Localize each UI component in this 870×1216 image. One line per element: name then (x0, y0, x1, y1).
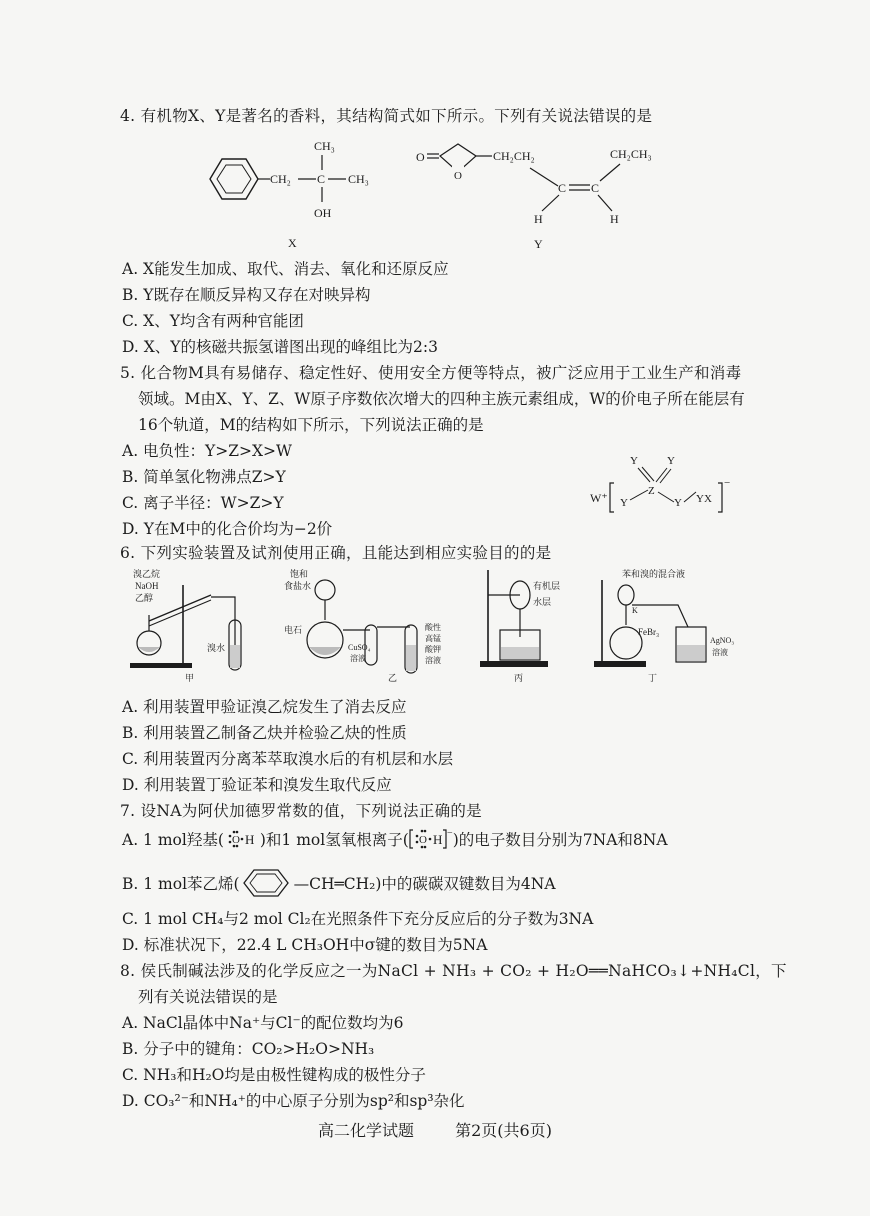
svg-text:−: − (446, 828, 453, 839)
ding-febr3: FeBr₃ (638, 627, 660, 637)
m-yx: YX (696, 493, 712, 505)
q4-option-c: C. X、Y均含有两种官能团 (122, 312, 304, 330)
bing-organic: 有机层 (533, 581, 561, 591)
apparatus-ding (588, 565, 743, 685)
q5-stem-line2: 领域。M由X、Y、Z、W原子序数依次增大的四种主族元素组成，W的价电子所在能层有 (138, 390, 745, 408)
y-o-carbonyl: O (416, 150, 425, 164)
x-label: X (288, 236, 297, 250)
yi-brine2: 食盐水 (284, 581, 312, 591)
y-ch2ch3: CH₂CH₃ (610, 147, 652, 161)
bing-label: 丙 (514, 673, 524, 683)
footer-title: 高二化学试题 (318, 1121, 415, 1140)
ding-k: K (632, 606, 638, 615)
q7-option-b (122, 868, 556, 898)
q7-a-part2: )和1 mol氢氧根离子( (259, 831, 409, 849)
hydroxide-dot-structure-icon (409, 828, 453, 850)
ding-mixture: 苯和溴的混合液 (622, 569, 686, 579)
ding-agno3-2: 溶液 (712, 648, 728, 657)
q5-option-a: A. 电负性：Y>Z>X>W (122, 442, 292, 460)
structure-y (412, 136, 682, 256)
structure-x (200, 130, 400, 255)
apparatus-jia (125, 565, 265, 685)
q4-option-b: B. Y既存在顺反异构又存在对映异构 (122, 286, 371, 304)
q5-option-d: D. Y在M中的化合价均为−2价 (122, 520, 333, 538)
yi-kmno4-3: 酸钾 (425, 645, 441, 654)
y-h2: H (610, 212, 619, 226)
q5-stem-line1: 5. 化合物M具有易储存、稳定性好、使用安全方便等特点，被广泛应用于工业生产和消毒 (120, 364, 742, 382)
svg-text:H: H (432, 832, 443, 847)
page-footer (0, 1118, 870, 1141)
y-c1: C (558, 181, 567, 195)
jia-water: 溴水 (207, 643, 226, 653)
q8-stem-line2: 列有关说法错误的是 (138, 988, 278, 1006)
q7-option-a (122, 828, 668, 851)
q7-b-part2: —CH═CH₂)中的碳碳双键数目为4NA (293, 875, 556, 893)
q4-stem: 4. 有机物X、Y是著名的香料，其结构简式如下所示。下列有关说法错误的是 (120, 107, 653, 125)
yi-carbide: 电石 (284, 625, 303, 635)
yi-kmno4-4: 溶液 (425, 656, 441, 665)
q5-stem-line3: 16个轨道，M的结构如下所示，下列说法正确的是 (138, 416, 484, 434)
svg-text:H: H (244, 832, 255, 847)
m-y1: Y (630, 455, 638, 467)
y-label: Y (534, 237, 543, 251)
m-charge: − (724, 477, 731, 489)
q8-option-a: A. NaCl晶体中Na⁺与Cl⁻的配位数均为6 (122, 1014, 404, 1032)
apparatus-yi (280, 565, 465, 685)
yi-brine1: 饱和 (290, 569, 309, 579)
svg-text:O: O (418, 834, 427, 846)
hydroxyl-dot-structure-icon (224, 829, 260, 849)
q5-option-c: C. 离子半径：W>Z>Y (122, 494, 284, 512)
y-o-ring: O (454, 170, 462, 182)
yi-label: 乙 (388, 673, 398, 683)
q7-option-d: D. 标准状况下，22.4 L CH₃OH中σ键的数目为5NA (122, 936, 488, 954)
y-ch2ch2: CH₂CH₂ (493, 149, 535, 163)
jia-label: 甲 (185, 673, 195, 683)
svg-text:O: O (231, 834, 240, 846)
jia-reagent1: 溴乙烷 (133, 569, 161, 579)
m-z: Z (648, 485, 655, 497)
q6-option-d: D. 利用装置丁验证苯和溴发生取代反应 (122, 776, 392, 794)
x-ch3-right: CH₃ (348, 172, 369, 186)
q6-stem: 6. 下列实验装置及试剂使用正确，且能达到相应实验目的的是 (120, 544, 552, 562)
q8-option-d: D. CO₃²⁻和NH₄⁺的中心原子分别为sp²和sp³杂化 (122, 1092, 465, 1110)
x-oh: OH (314, 206, 332, 220)
footer-page-number: 第2页(共6页) (455, 1121, 552, 1140)
ding-agno3-1: AgNO₃ (710, 636, 735, 645)
q6-option-c: C. 利用装置丙分离苯萃取溴水后的有机层和水层 (122, 750, 454, 768)
ding-label: 丁 (648, 673, 658, 683)
bing-aqueous: 水层 (533, 597, 552, 607)
q8-stem-line1: 8. 侯氏制碱法涉及的化学反应之一为NaCl + NH₃ + CO₂ + H₂O══NaHCO₃↓+NH₄Cl，下 (120, 962, 787, 980)
q7-a-part1: A. 1 mol羟基( (122, 831, 224, 849)
q6-option-a: A. 利用装置甲验证溴乙烷发生了消去反应 (122, 698, 407, 716)
benzene-ring-icon (240, 868, 294, 898)
jia-reagent2: NaOH (135, 581, 159, 591)
x-c: C (317, 172, 326, 186)
x-ch2: CH₂ (270, 172, 291, 186)
yi-kmno4-1: 酸性 (425, 623, 441, 632)
x-ch3-top: CH₃ (314, 139, 335, 153)
q6-option-b: B. 利用装置乙制备乙炔并检验乙炔的性质 (122, 724, 407, 742)
q7-stem: 7. 设NA为阿伏加德罗常数的值，下列说法正确的是 (120, 802, 482, 820)
q8-option-b: B. 分子中的键角：CO₂>H₂O>NH₃ (122, 1040, 375, 1058)
y-h1: H (534, 212, 543, 226)
m-w: W⁺ (590, 491, 608, 505)
m-y2: Y (667, 455, 675, 467)
q5-option-b: B. 简单氢化物沸点Z>Y (122, 468, 286, 486)
q4-option-d: D. X、Y的核磁共振氢谱图出现的峰组比为2:3 (122, 338, 438, 356)
y-c2: C (591, 181, 600, 195)
structure-m (590, 450, 740, 520)
m-y4: Y (674, 497, 682, 509)
q7-b-part1: B. 1 mol苯乙烯( (122, 875, 240, 893)
q8-option-c: C. NH₃和H₂O均是由极性键构成的极性分子 (122, 1066, 426, 1084)
apparatus-bing (478, 565, 578, 685)
yi-cuso4-1: CuSO₄ (348, 643, 371, 652)
yi-cuso4-2: 溶液 (350, 654, 366, 663)
q7-option-c: C. 1 mol CH₄与2 mol Cl₂在光照条件下充分反应后的分子数为3NA (122, 910, 594, 928)
q7-a-part3: )的电子数目分别为7NA和8NA (452, 831, 668, 849)
q4-option-a: A. X能发生加成、取代、消去、氧化和还原反应 (122, 260, 449, 278)
yi-kmno4-2: 高锰 (425, 634, 441, 643)
jia-reagent3: 乙醇 (135, 593, 154, 603)
m-y3: Y (620, 497, 628, 509)
